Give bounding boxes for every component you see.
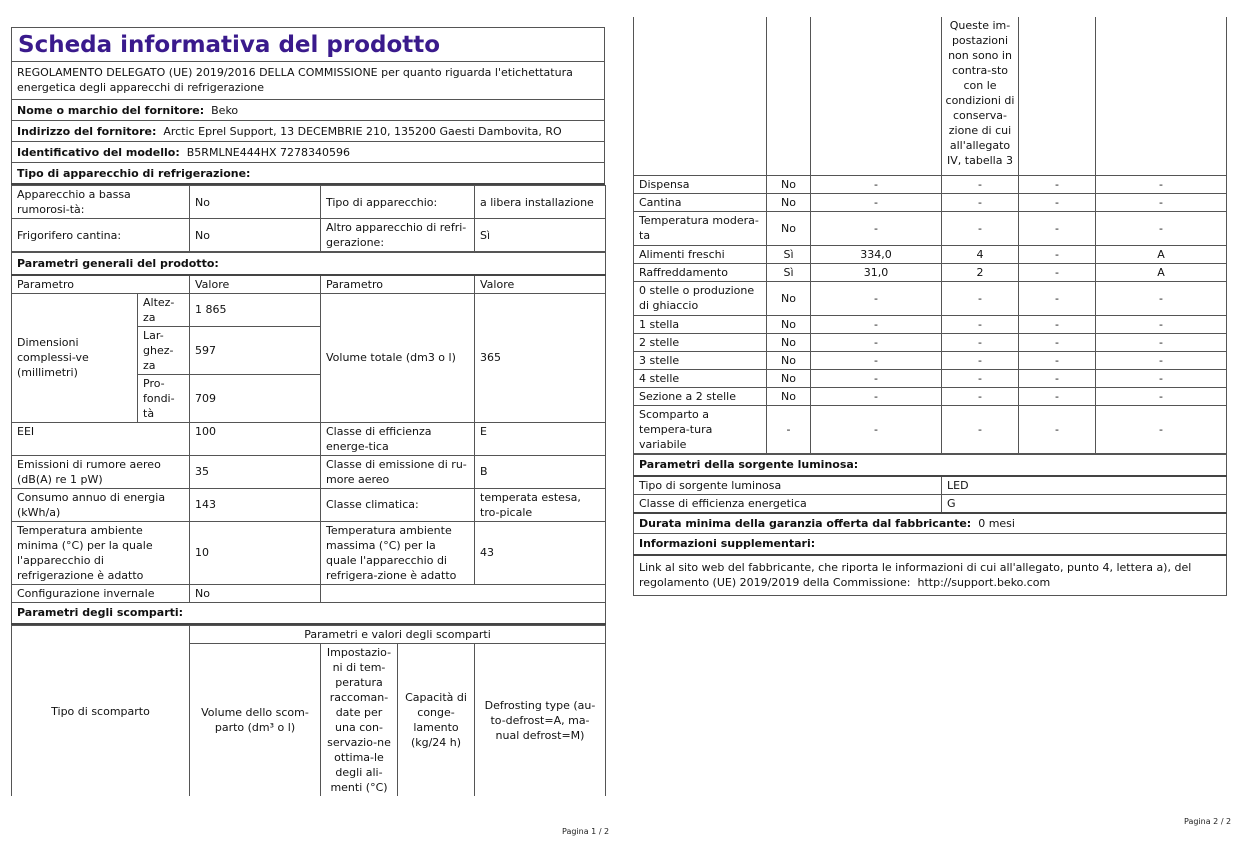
compartment-value: - — [942, 315, 1019, 333]
compartment-value: No — [767, 175, 811, 193]
compartment-value: - — [811, 351, 942, 369]
compartment-value: - — [811, 211, 942, 245]
compartment-row — [634, 387, 1227, 405]
compartment-value: - — [1096, 175, 1227, 193]
storage-note: Queste im-postazioni non sono in contra-sto con le condizioni di conserva-zione di cui all'allegato IV, tabella 3 — [942, 17, 1019, 175]
col-value-2: Valore — [475, 275, 606, 294]
compartment-value: - — [811, 333, 942, 351]
depth-value: 709 — [190, 374, 321, 422]
eei-value: 100 — [190, 422, 321, 455]
compartment-value: - — [942, 175, 1019, 193]
compartment-value: - — [1019, 405, 1096, 453]
compartment-value: - — [1096, 369, 1227, 387]
max-temp-value: 43 — [475, 521, 606, 584]
compartment-row — [634, 333, 1227, 351]
min-temp-value: 10 — [190, 521, 321, 584]
compartment-value: A — [1096, 263, 1227, 281]
col-param-1: Parametro — [12, 275, 190, 294]
total-volume-label: Volume totale (dm3 o l) — [321, 293, 475, 422]
width-value: 597 — [190, 326, 321, 374]
compartment-value: - — [1019, 281, 1096, 315]
max-temp-label: Temperatura ambiente massima (°C) per la quale l'apparecchio di refrigera-zione è adatto — [321, 521, 475, 584]
compartment-value: - — [942, 333, 1019, 351]
depth-label: Pro-fondi-tà — [138, 374, 190, 422]
compartment-value: - — [1096, 281, 1227, 315]
compartment-value: - — [767, 405, 811, 453]
compartment-value: - — [942, 193, 1019, 211]
link-text: Link al sito web del fabbricante, che riporta le informazioni di cui all'allegato, punto 4, lettera a), del regolamento (UE) 2019/2019 della Commissione: — [639, 561, 1192, 590]
compartment-name: 0 stelle o produzione di ghiaccio — [634, 281, 767, 315]
compartment-value: No — [767, 281, 811, 315]
col-value-1: Valore — [190, 275, 321, 294]
compartment-value: 31,0 — [811, 263, 942, 281]
compartment-row — [634, 405, 1227, 453]
compartment-value: No — [767, 315, 811, 333]
light-type-value: LED — [942, 476, 1227, 495]
eff-class-label: Classe di efficienza energe-tica — [321, 422, 475, 455]
height-value: 1 865 — [190, 293, 321, 326]
light-table — [633, 454, 1227, 596]
regulation-text: REGOLAMENTO DELEGATO (UE) 2019/2016 DELLA COMMISSIONE per quanto riguarda l'etichettatura energetica degli apparecchi di refrigerazione — [12, 62, 605, 100]
compartment-value: 2 — [942, 263, 1019, 281]
other-value: Sì — [475, 219, 606, 252]
compartment-name: Raffreddamento — [634, 263, 767, 281]
model-label: Identificativo del modello: — [17, 145, 180, 159]
compartment-row — [634, 263, 1227, 281]
supplier-name-label: Nome o marchio del fornitore: — [17, 103, 205, 117]
compartment-value: - — [1019, 193, 1096, 211]
compartment-head-table — [11, 625, 606, 796]
compartment-rows — [634, 175, 1227, 453]
compartment-value: - — [1096, 315, 1227, 333]
compartment-value: No — [767, 369, 811, 387]
compartment-value: - — [811, 387, 942, 405]
compartment-value: - — [1019, 211, 1096, 245]
compartment-name: Sezione a 2 stelle — [634, 387, 767, 405]
compartment-heading: Parametri degli scomparti: — [12, 602, 606, 624]
compartment-row — [634, 245, 1227, 263]
col-param-2: Parametro — [321, 275, 475, 294]
compartment-name: 1 stella — [634, 315, 767, 333]
compartment-name: 3 stelle — [634, 351, 767, 369]
compartment-value: - — [942, 369, 1019, 387]
light-class-value: G — [942, 495, 1227, 514]
compartment-value: - — [811, 315, 942, 333]
compartment-value: - — [811, 369, 942, 387]
design-type-label: Tipo di apparecchio: — [321, 186, 475, 219]
compartment-value: Sì — [767, 245, 811, 263]
compartment-name: Cantina — [634, 193, 767, 211]
compartment-name: Scomparto a tempera-tura variabile — [634, 405, 767, 453]
compartments-table — [633, 17, 1227, 454]
page-1 — [11, 0, 605, 796]
compartment-value: No — [767, 193, 811, 211]
compartment-row — [634, 281, 1227, 315]
min-temp-label: Temperatura ambiente minima (°C) per la quale l'apparecchio di refrigerazione è adatto — [12, 521, 190, 584]
compartment-name: Temperatura modera-ta — [634, 211, 767, 245]
compartment-value: - — [942, 281, 1019, 315]
height-label: Altez-za — [138, 293, 190, 326]
comp-defrost-label: Defrosting type (au-to-defrost=A, ma-nual defrost=M) — [475, 644, 606, 797]
compartment-value: - — [1019, 263, 1096, 281]
compartment-value: - — [942, 351, 1019, 369]
compartment-value: - — [942, 387, 1019, 405]
low-noise-label: Apparecchio a bassa rumorosi-tà: — [12, 186, 190, 219]
noise-class-value: B — [475, 455, 606, 488]
model-identifier: B5RMLNE444HX 7278340596 — [186, 145, 351, 159]
compartment-value: - — [1096, 387, 1227, 405]
supplier-name: Beko — [211, 103, 239, 117]
compartment-value: No — [767, 387, 811, 405]
compartment-name: 4 stelle — [634, 369, 767, 387]
compartment-value: 4 — [942, 245, 1019, 263]
noise-class-label: Classe di emissione di ru-more aereo — [321, 455, 475, 488]
compartment-value: - — [1019, 245, 1096, 263]
other-label: Altro apparecchio di refri-gerazione: — [321, 219, 475, 252]
energy-value: 143 — [190, 488, 321, 521]
compartment-value: - — [1019, 387, 1096, 405]
compartment-value: - — [1019, 369, 1096, 387]
guarantee-label: Durata minima della garanzia offerta dal fabbricante: — [639, 516, 972, 530]
noise-value: 35 — [190, 455, 321, 488]
compartment-value: - — [942, 405, 1019, 453]
guarantee-value: 0 mesi — [978, 516, 1015, 530]
page-2-footer: Pagina 2 / 2 — [1184, 817, 1232, 826]
winter-label: Configurazione invernale — [12, 584, 190, 602]
compartment-value: Sì — [767, 263, 811, 281]
supplier-address-label: Indirizzo del fornitore: — [17, 124, 157, 138]
low-noise-value: No — [190, 186, 321, 219]
compartment-value: - — [811, 281, 942, 315]
compartment-value: No — [767, 351, 811, 369]
dimensions-label: Dimensioni complessi-ve (millimetri) — [12, 293, 138, 422]
eei-label: EEI — [12, 422, 190, 455]
supplier-address: Arctic Eprel Support, 13 DECEMBRIE 210, 135200 Gaesti Dambovita, RO — [163, 124, 562, 138]
design-type-value: a libera installazione — [475, 186, 606, 219]
comp-setting-label: Impostazio-ni di tem-peratura raccoman-date per una con-servazio-ne ottima-le degli ali-menti (°C) — [321, 644, 398, 797]
general-params-table — [11, 252, 606, 625]
page-1-footer: Pagina 1 / 2 — [562, 827, 610, 836]
light-class-label: Classe di efficienza energetica — [634, 495, 942, 514]
compartment-value: - — [811, 193, 942, 211]
comp-type-label: Tipo di scomparto — [12, 626, 190, 797]
light-type-label: Tipo di sorgente luminosa — [634, 476, 942, 495]
compartment-value: - — [1019, 351, 1096, 369]
total-volume-value: 365 — [475, 293, 606, 422]
climate-value: temperata estesa, tro-picale — [475, 488, 606, 521]
compartment-row — [634, 193, 1227, 211]
compartment-value: 334,0 — [811, 245, 942, 263]
compartment-value: - — [1019, 315, 1096, 333]
compartment-value: No — [767, 211, 811, 245]
climate-label: Classe climatica: — [321, 488, 475, 521]
compartment-value: - — [1096, 211, 1227, 245]
page-2 — [633, 0, 1226, 596]
compartment-value: - — [942, 211, 1019, 245]
compartment-value: - — [1096, 405, 1227, 453]
compartment-name: Alimenti freschi — [634, 245, 767, 263]
compartment-name: 2 stelle — [634, 333, 767, 351]
compartment-value: - — [811, 175, 942, 193]
compartment-row — [634, 211, 1227, 245]
compartment-value: - — [1019, 175, 1096, 193]
appliance-type-heading: Tipo di apparecchio di refrigerazione: — [12, 163, 605, 185]
comp-params-label: Parametri e valori degli scomparti — [190, 626, 606, 644]
winter-value: No — [190, 584, 321, 602]
page-title: Scheda informativa del prodotto — [12, 28, 605, 62]
compartment-value: - — [1096, 193, 1227, 211]
width-label: Lar-ghez-za — [138, 326, 190, 374]
compartment-name: Dispensa — [634, 175, 767, 193]
light-heading: Parametri della sorgente luminosa: — [634, 454, 1227, 476]
appliance-type-table — [11, 185, 606, 252]
compartment-value: - — [1096, 351, 1227, 369]
energy-label: Consumo annuo di energia (kWh/a) — [12, 488, 190, 521]
compartment-value: - — [1019, 333, 1096, 351]
compartment-row — [634, 315, 1227, 333]
compartment-row — [634, 351, 1227, 369]
compartment-value: - — [811, 405, 942, 453]
comp-volume-label: Volume dello scom-parto (dm³ o l) — [190, 644, 321, 797]
wine-label: Frigorifero cantina: — [12, 219, 190, 252]
eff-class-value: E — [475, 422, 606, 455]
compartment-value: A — [1096, 245, 1227, 263]
manufacturer-link[interactable]: http://support.beko.com — [917, 576, 1051, 590]
compartment-row — [634, 369, 1227, 387]
wine-value: No — [190, 219, 321, 252]
compartment-row — [634, 175, 1227, 193]
comp-freeze-label: Capacità di conge-lamento (kg/24 h) — [398, 644, 475, 797]
compartment-value: - — [1096, 333, 1227, 351]
additional-heading: Informazioni supplementari: — [634, 533, 1227, 555]
noise-label: Emissioni di rumore aereo (dB(A) re 1 pW) — [12, 455, 190, 488]
compartment-value: No — [767, 333, 811, 351]
header-table — [11, 27, 605, 185]
general-heading: Parametri generali del prodotto: — [12, 253, 606, 275]
